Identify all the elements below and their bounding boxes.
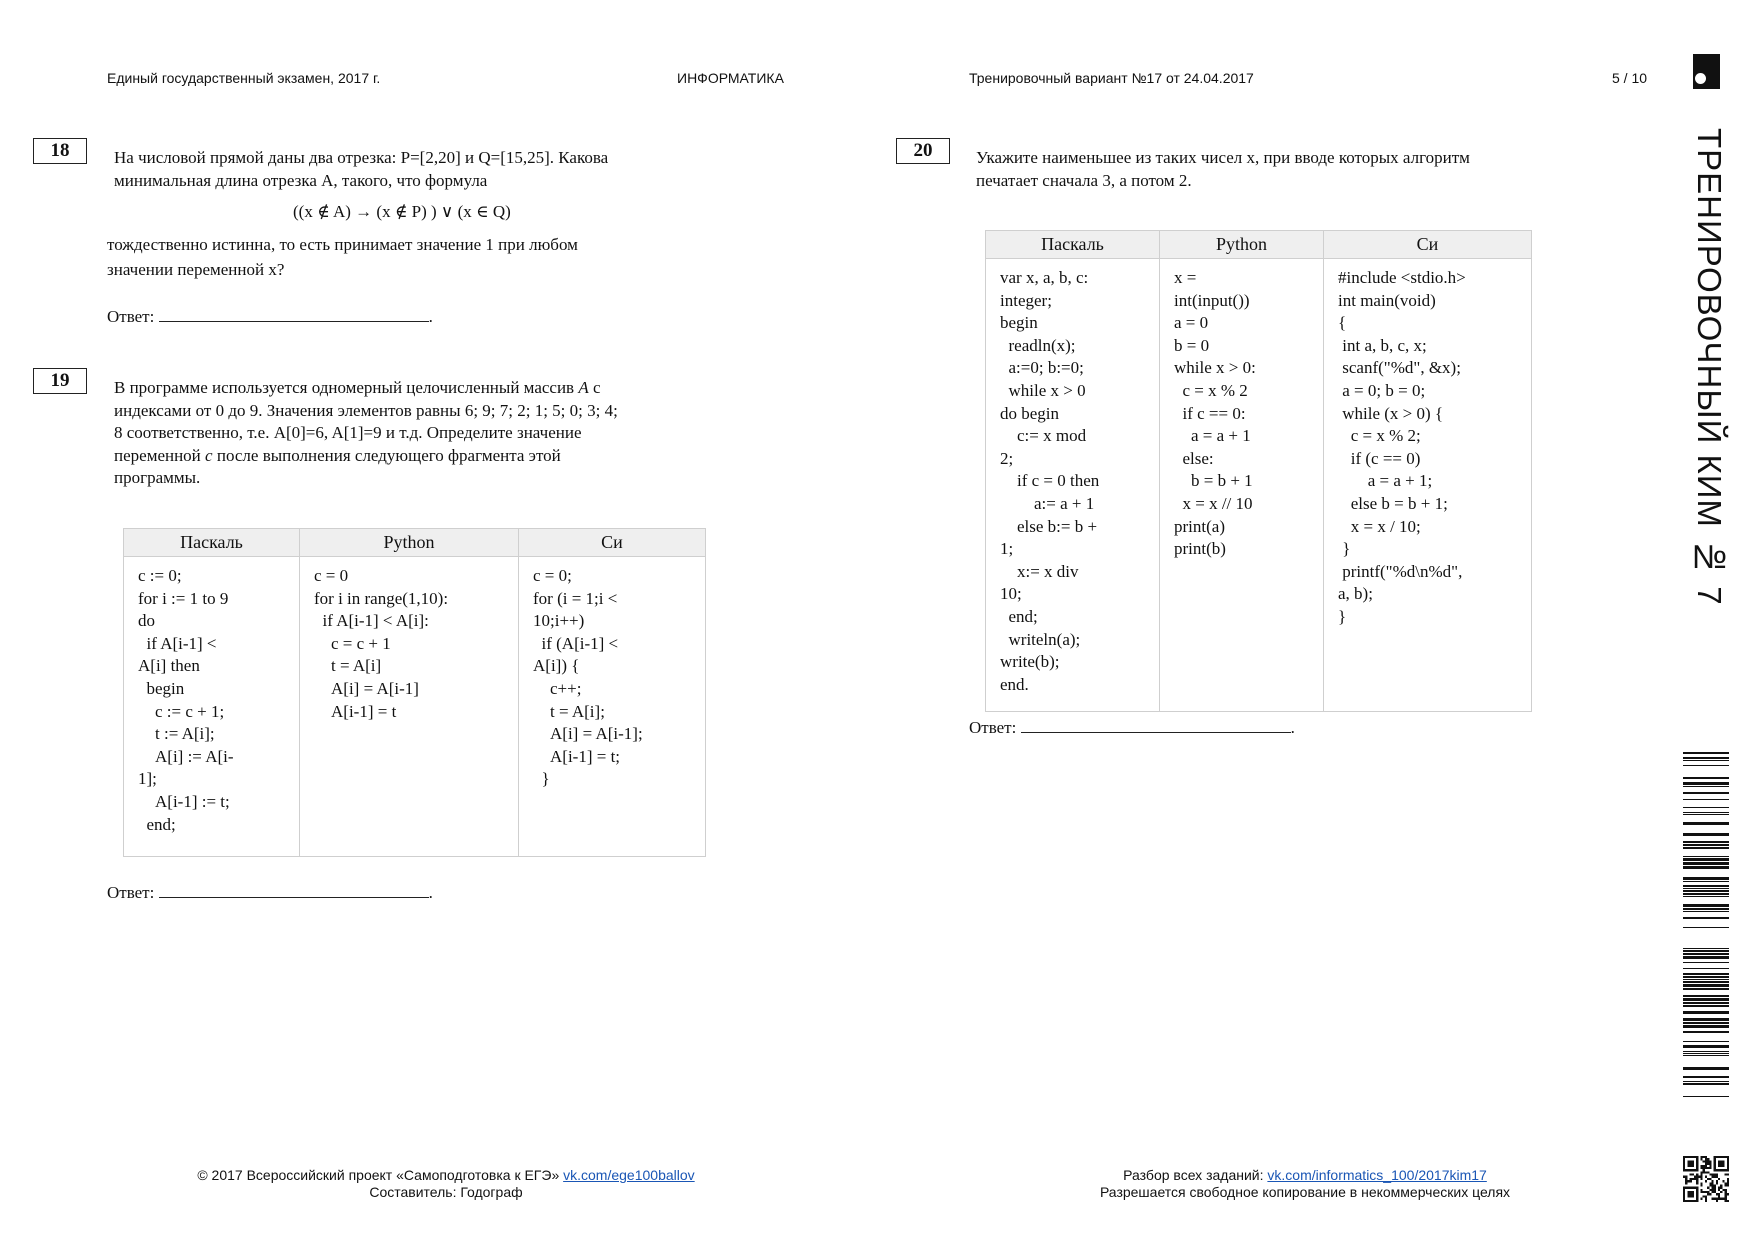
task-19-answer-field[interactable]	[159, 883, 429, 898]
task-19-line-5: программы.	[114, 468, 201, 487]
footer-copyright-link[interactable]: vk.com/ege100ballov	[563, 1167, 695, 1183]
task-20-line-1: Укажите наименьшее из таких чисел x, при вводе которых алгоритм	[976, 148, 1470, 167]
task-19-line-3: 8 соответственно, т.е. A[0]=6, A[1]=9 и т.д. Определите значение	[114, 423, 582, 442]
task-20-header-pascal: Паскаль	[986, 231, 1160, 259]
task-20-line-2: печатает сначала 3, а потом 2.	[976, 170, 1192, 190]
footer-left	[186, 1167, 706, 1201]
task-19-number: 19	[33, 368, 87, 394]
task-20-header-c: Си	[1324, 231, 1532, 259]
task-19-line-4b: после выполнения следующего фрагмента этой	[212, 445, 561, 465]
qr-code-icon	[1683, 1156, 1729, 1202]
task-18-line-1: На числовой прямой даны два отрезка: P=[2,20] и Q=[15,25]. Какова	[114, 148, 609, 167]
header-page-number: 5 / 10	[1612, 70, 1648, 86]
task-20-code-pascal: var x, a, b, c: integer; begin readln(x); a:=0; b:=0; while x > 0 do begin c:= x mod 2; if c = 0 then a:= a + 1 else b:= b + 1; x:= x div 10; end; writeln(a); write(b); end.	[986, 259, 1160, 712]
task-19-line-1b: с	[588, 378, 601, 397]
task-19-line-1a: В программе используется одномерный целочисленный массив	[114, 378, 579, 397]
task-19-code-c: c = 0; for (i = 1;i < 10;i++) if (A[i-1] < A[i]) { c++; t = A[i]; A[i] = A[i-1]; A[i-1] = t; }	[519, 557, 706, 857]
task-18-line-3: тождественно истинна, то есть принимает значение 1 при любом	[107, 235, 578, 254]
header-exam-title: Единый государственный экзамен, 2017 г.	[107, 70, 381, 86]
task-18-answer-field[interactable]	[159, 307, 429, 322]
task-19-header-c: Си	[519, 529, 706, 557]
barcode-icon	[1683, 752, 1729, 1102]
footer-author: Составитель: Годограф	[369, 1184, 523, 1200]
task-19-code-python: c = 0 for i in range(1,10): if A[i-1] < A[i]: c = c + 1 t = A[i] A[i] = A[i-1] A[i-1] = t	[300, 557, 519, 857]
corner-marker-icon	[1693, 54, 1720, 89]
task-19-answer-label: Ответ:	[107, 883, 155, 902]
footer-review-link[interactable]: vk.com/informatics_100/2017kim17	[1267, 1167, 1487, 1183]
footer-right	[1020, 1167, 1590, 1201]
task-18-answer: Ответ: .	[107, 307, 433, 326]
task-19-text	[114, 377, 724, 490]
task-18-text	[114, 147, 714, 192]
task-19-header-pascal: Паскаль	[124, 529, 300, 557]
task-18-text-cont	[107, 232, 707, 282]
task-18-number: 18	[33, 138, 87, 164]
task-18-line-4: значении переменной х?	[107, 260, 285, 279]
header-subject: ИНФОРМАТИКА	[677, 70, 784, 86]
task-20-text	[976, 147, 1596, 192]
task-20-header-python: Python	[1160, 231, 1324, 259]
task-20-code-c: #include <stdio.h> int main(void) { int a, b, c, x; scanf("%d", &x); a = 0; b = 0; while (x > 0) { c = x % 2; if (c == 0) a = a + 1; else b = b + 1; x = x / 10; } printf("%d\n%d", a, b); }	[1324, 259, 1532, 712]
header-variant: Тренировочный вариант №17 от 24.04.2017	[969, 70, 1254, 86]
task-20-code-python: x = int(input()) a = 0 b = 0 while x > 0: c = x % 2 if c == 0: a = a + 1 else: b = b + 1 x = x // 10 print(a) print(b)	[1160, 259, 1324, 712]
footer-copyright: © 2017 Всероссийский проект «Самоподготовка к ЕГЭ»	[197, 1167, 564, 1183]
task-18-formula: ((x ∉ A) → (x ∉ P) ) ∨ (x ∈ Q)	[293, 202, 511, 221]
task-19-var-a: A	[578, 378, 589, 397]
footer-permission: Разрешается свободное копирование в некоммерческих целях	[1099, 1184, 1511, 1200]
task-20-answer: Ответ: .	[969, 718, 1295, 737]
task-19-line-4	[114, 445, 724, 468]
task-19-line-2: индексами от 0 до 9. Значения элементов равны 6; 9; 7; 2; 1; 5; 0; 3; 4;	[114, 400, 618, 420]
task-18-line-2: минимальная длина отрезка A, такого, что формула	[114, 170, 488, 190]
footer-review-label: Разбор всех заданий:	[1123, 1167, 1268, 1183]
task-20-code-table	[985, 230, 1532, 712]
task-20-answer-label: Ответ:	[969, 718, 1017, 737]
task-19-var-c: c	[205, 445, 213, 465]
sidebar-vertical-title: ТРЕНИРОВОЧНЫЙ КИМ № 7	[1691, 128, 1728, 606]
task-20-answer-field[interactable]	[1021, 718, 1291, 733]
task-20-number: 20	[896, 138, 950, 164]
task-19-line-4a: переменной	[114, 445, 206, 465]
task-19-line-1	[114, 377, 724, 400]
task-18-answer-label: Ответ:	[107, 307, 155, 326]
task-19-code-pascal: c := 0; for i := 1 to 9 do if A[i-1] < A[i] then begin c := c + 1; t := A[i]; A[i] := A[i- 1]; A[i-1] := t; end;	[124, 557, 300, 857]
footer-copyright-line	[186, 1167, 706, 1184]
task-19-code-table	[123, 528, 706, 857]
task-19-answer: Ответ: .	[107, 883, 433, 902]
task-19-header-python: Python	[300, 529, 519, 557]
footer-review-line	[1020, 1167, 1590, 1184]
